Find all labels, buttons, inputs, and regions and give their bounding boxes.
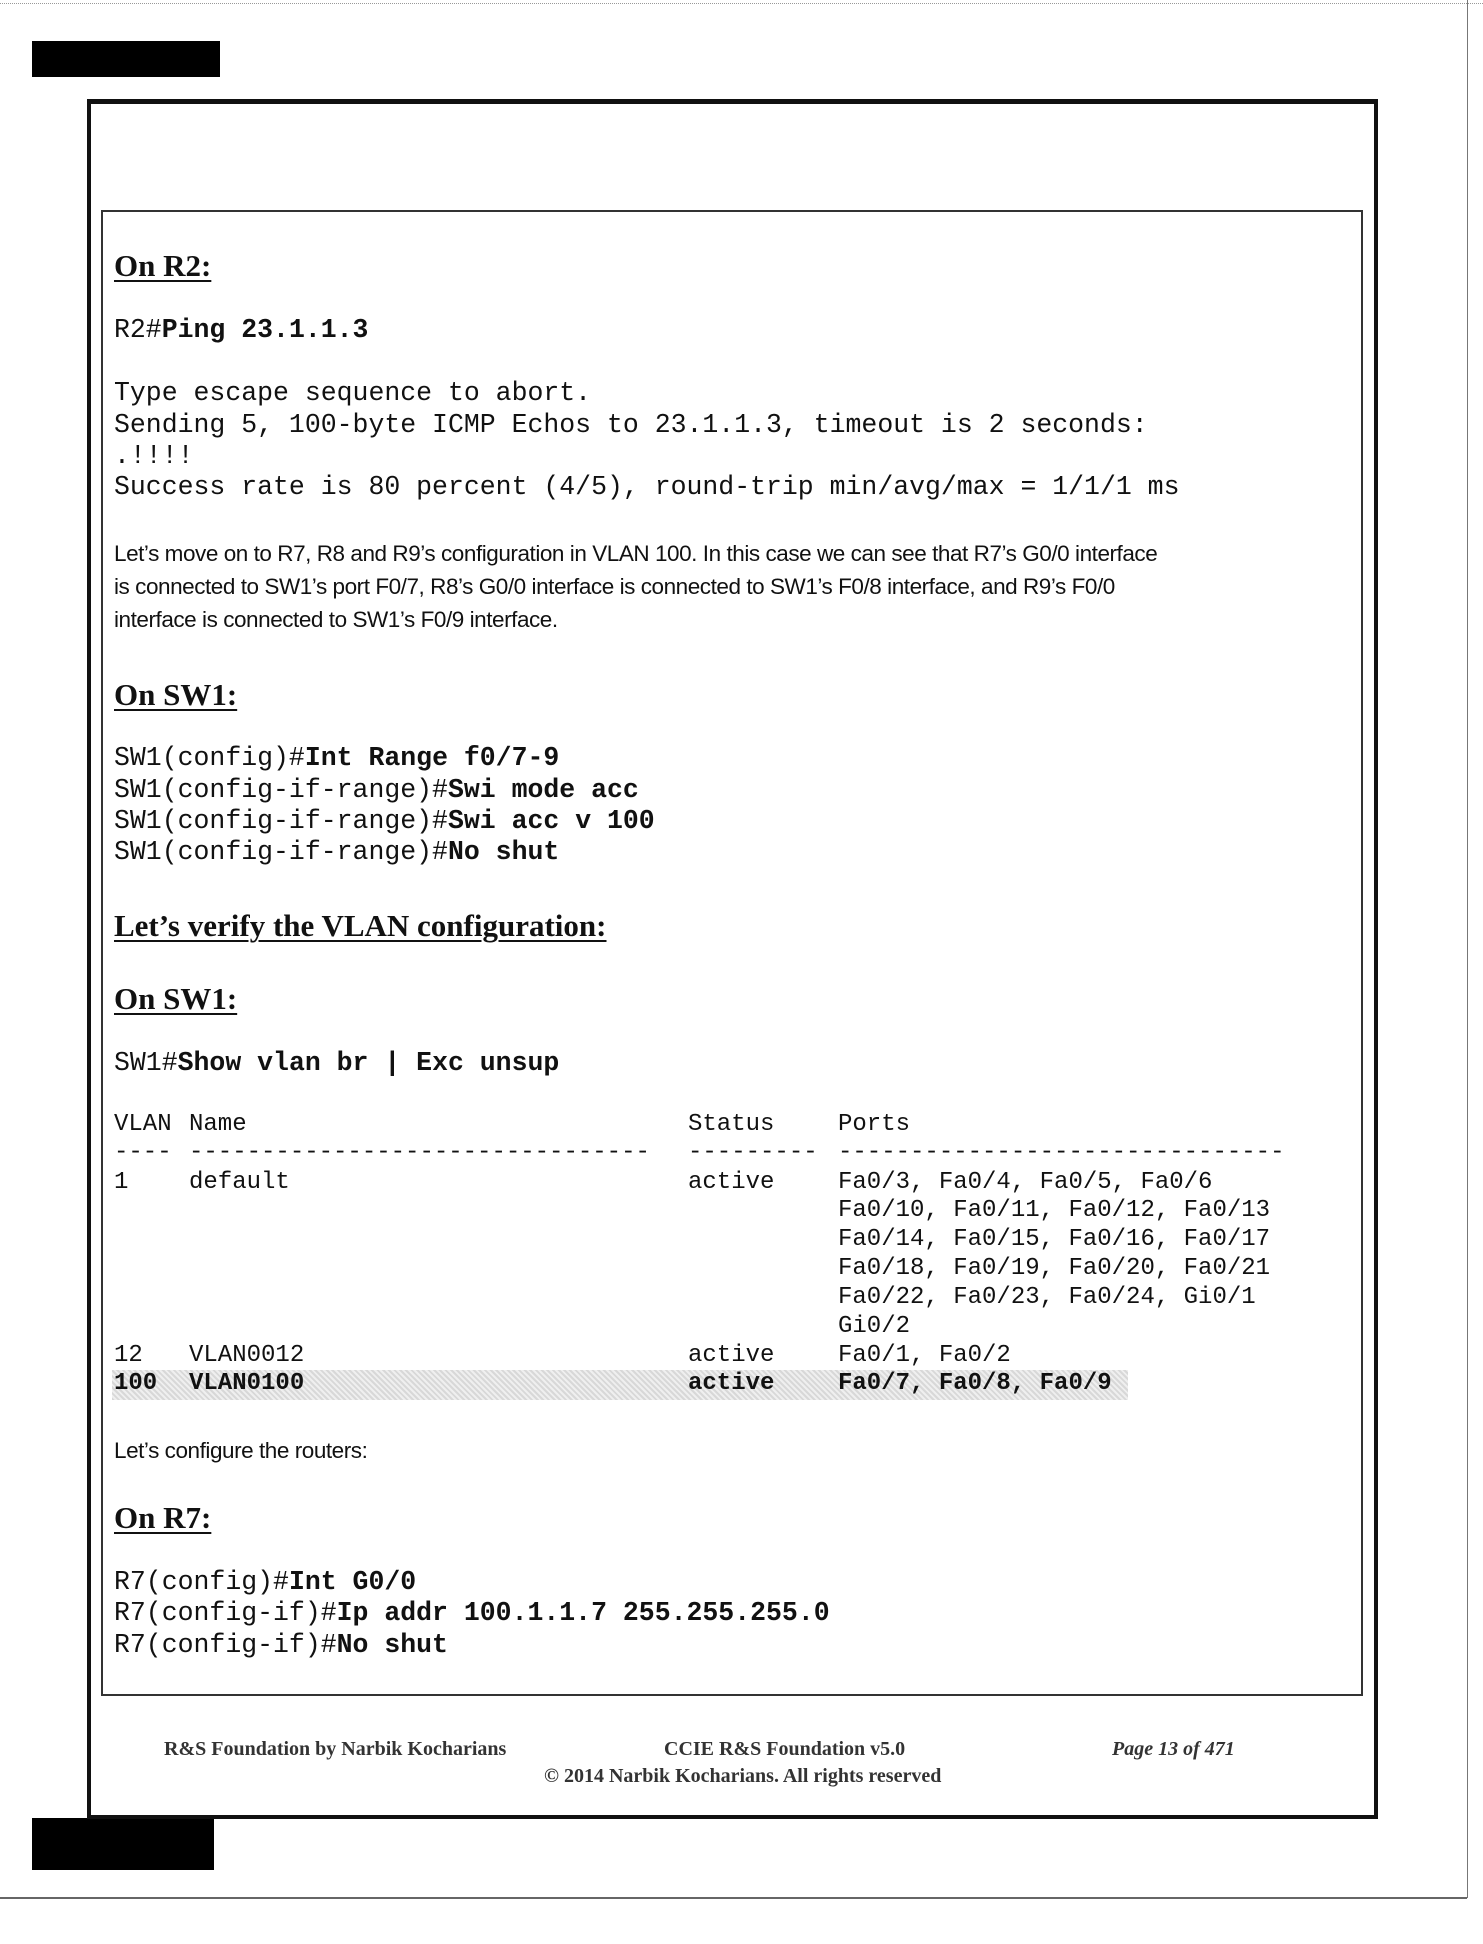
prompt: SW1(config-if-range)#	[114, 806, 448, 836]
ping-output-line: Sending 5, 100-byte ICMP Echos to 23.1.1.3, timeout is 2 seconds:	[114, 410, 1148, 440]
cell-ports: Gi0/2	[838, 1313, 911, 1340]
cell-ports: Fa0/7, Fa0/8, Fa0/9	[838, 1370, 1112, 1397]
cell-name: VLAN0100	[189, 1370, 305, 1397]
table-divider: ----	[114, 1139, 172, 1166]
command: No shut	[447, 837, 560, 867]
command: Show vlan br | Exc unsup	[177, 1048, 560, 1078]
ping-output-line: Type escape sequence to abort.	[114, 378, 592, 408]
cell-ports: Fa0/10, Fa0/11, Fa0/12, Fa0/13	[838, 1197, 1271, 1224]
sw1-config-line	[114, 806, 655, 836]
prompt: R7(config-if)#	[114, 1598, 337, 1628]
cell-name: default	[189, 1169, 290, 1196]
table-header-name: Name	[189, 1111, 247, 1138]
command: Ping 23.1.1.3	[161, 315, 369, 345]
command: Ip addr 100.1.1.7 255.255.255.0	[336, 1598, 830, 1628]
cell-name: VLAN0012	[189, 1342, 305, 1369]
cell-vlan: 12	[114, 1342, 143, 1369]
ping-output-line: .!!!!	[114, 441, 194, 471]
prompt: R7(config)#	[114, 1567, 289, 1597]
cell-status: active	[688, 1169, 775, 1196]
command: Swi acc v 100	[447, 806, 655, 836]
sw1-show-command	[114, 1048, 559, 1078]
cell-ports: Fa0/1, Fa0/2	[838, 1342, 1011, 1369]
command: Swi mode acc	[447, 775, 639, 805]
r7-config-line	[114, 1567, 416, 1597]
heading-on-sw1: On SW1:	[114, 677, 238, 712]
prompt: SW1(config-if-range)#	[114, 775, 448, 805]
paragraph-line: is connected to SW1’s port F0/7, R8’s G0/0 interface is connected to SW1’s F0/8 interface, and R9’s F0/0	[114, 574, 1115, 599]
cell-ports: Fa0/3, Fa0/4, Fa0/5, Fa0/6	[838, 1169, 1213, 1196]
command: Int Range f0/7-9	[304, 743, 560, 773]
r2-ping-command	[114, 315, 368, 345]
scan-top-edge	[0, 3, 1483, 4]
table-divider: ---------	[688, 1139, 818, 1166]
r7-config-line	[114, 1630, 448, 1660]
scan-right-edge	[1467, 0, 1468, 1898]
prompt: SW1(config-if-range)#	[114, 837, 448, 867]
cell-ports: Fa0/14, Fa0/15, Fa0/16, Fa0/17	[838, 1226, 1271, 1253]
redaction-top	[32, 41, 220, 77]
sw1-config-line	[114, 743, 559, 773]
cell-ports: Fa0/18, Fa0/19, Fa0/20, Fa0/21	[838, 1255, 1271, 1282]
cell-vlan: 100	[114, 1370, 158, 1397]
table-header-status: Status	[688, 1111, 775, 1138]
footer-copyright: © 2014 Narbik Kocharians. All rights reserved	[544, 1765, 942, 1787]
table-divider: -------------------------------	[838, 1139, 1285, 1166]
table-header-vlan: VLAN	[114, 1111, 172, 1138]
prompt: R2#	[114, 315, 162, 345]
cell-ports: Fa0/22, Fa0/23, Fa0/24, Gi0/1	[838, 1284, 1256, 1311]
heading-verify-vlan: Let’s verify the VLAN configuration:	[114, 908, 607, 943]
command: Int G0/0	[288, 1567, 417, 1597]
heading-on-r2: On R2:	[114, 248, 212, 283]
sw1-config-line	[114, 775, 639, 805]
footer-left: R&S Foundation by Narbik Kocharians	[164, 1738, 507, 1760]
configure-routers-text: Let’s configure the routers:	[114, 1438, 368, 1463]
cell-status: active	[688, 1370, 775, 1397]
redaction-bottom	[32, 1818, 214, 1870]
paragraph-line: interface is connected to SW1’s F0/9 interface.	[114, 607, 558, 632]
cell-status: active	[688, 1342, 775, 1369]
r7-config-line	[114, 1598, 830, 1628]
scan-bottom-edge	[0, 1897, 1467, 1899]
prompt: SW1(config)#	[114, 743, 305, 773]
paragraph-line: Let’s move on to R7, R8 and R9’s configuration in VLAN 100. In this case we can see that R7’s G0/0 interface	[114, 541, 1158, 566]
prompt: SW1#	[114, 1048, 178, 1078]
footer-center: CCIE R&S Foundation v5.0	[664, 1738, 906, 1760]
footer-page-number: Page 13 of 471	[1112, 1738, 1235, 1760]
sw1-config-line	[114, 837, 559, 867]
prompt: R7(config-if)#	[114, 1630, 337, 1660]
command: No shut	[336, 1630, 448, 1660]
heading-on-r7: On R7:	[114, 1500, 212, 1535]
table-header-ports: Ports	[838, 1111, 911, 1138]
cell-vlan: 1	[114, 1169, 129, 1196]
heading-on-sw1-verify: On SW1:	[114, 981, 238, 1016]
ping-output-line: Success rate is 80 percent (4/5), round-trip min/avg/max = 1/1/1 ms	[114, 472, 1180, 502]
table-divider: --------------------------------	[189, 1139, 650, 1166]
